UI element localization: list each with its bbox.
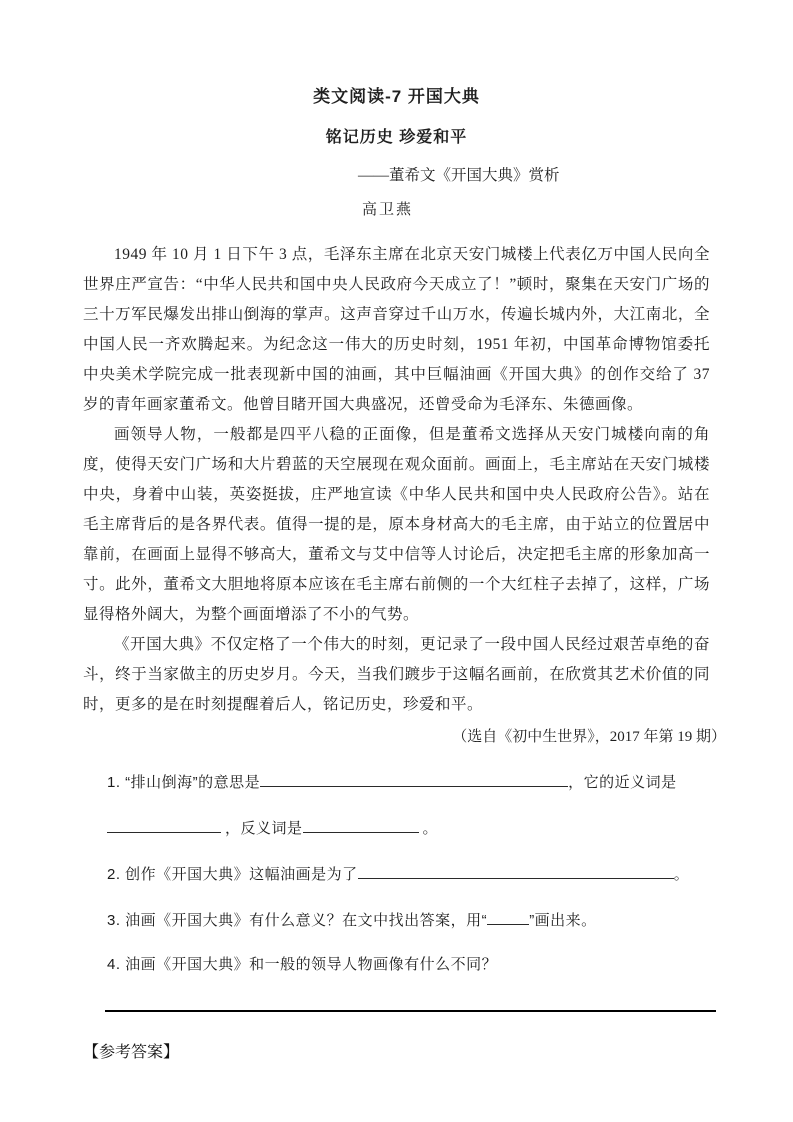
question-2-text-end: 。 — [673, 866, 690, 883]
questions-section — [83, 772, 710, 974]
question-4-text: 4. 油画《开国大典》和一般的领导人物画像有什么不同？ — [107, 956, 498, 973]
question-4 — [107, 956, 710, 974]
answer-blank-synonym — [107, 818, 221, 833]
question-1-line-1 — [107, 772, 710, 792]
underline-mark-sample — [487, 910, 529, 925]
page-title: 类文阅读-7 开国大典 — [313, 87, 480, 106]
question-1-text-start: 1. “排山倒海”的意思是 — [107, 774, 261, 791]
question-3-text-start: 3. 油画《开国大典》有什么意义？在文中找出答案，用“ — [107, 912, 488, 929]
reference-answers-heading: 【参考答案】 — [83, 1044, 180, 1061]
question-2 — [107, 864, 710, 884]
article-paragraph-2: 画领导人物，一般都是四平八稳的正面像，但是董希文选择从天安门城楼向南的角度，使得天安门广场和大片碧蓝的天空展现在观众面前。画面上，毛主席站在天安门城楼中央，身着中山装，英姿挺拔，庄严地宣读《中华人民共和国中央人民政府公告》。站在毛主席背后的是各界代表。值得一提的是，原本身材高大的毛主席，由于站立的位置居中靠前，在画面上显得不够高大，董希文与艾中信等人讨论后，决定把毛主席的形象加高一寸。此外，董希文大胆地将原本应该在毛主席右前侧的一个大红柱子去掉了，这样，广场显得格外阔大，为整个画面增添了不小的气势。 — [83, 426, 710, 623]
question-2-text-start: 2. 创作《开国大典》这幅油画是为了 — [107, 866, 358, 883]
question-1-text-end: 。 — [422, 820, 439, 837]
article-title: 铭记历史 珍爱和平 — [325, 129, 468, 146]
section-divider-rule — [105, 1010, 716, 1012]
question-1-text-mid: ，它的近义词是 — [568, 774, 677, 791]
article-attribution: ——董希文《开国大典》赏析 — [358, 167, 560, 184]
answer-blank-purpose — [358, 864, 674, 879]
article-paragraph-3: 《开国大典》不仅定格了一个伟大的时刻，更记录了一段中国人民经过艰苦卓绝的奋斗，终于当家做主的历史岁月。今天，当我们踱步于这幅名画前，在欣赏其艺术价值的同时，更多的是在时刻提醒着后人，铭记历史，珍爱和平。 — [83, 636, 710, 713]
article-paragraph-1: 1949 年 10 月 1 日下午 3 点，毛泽东主席在北京天安门城楼上代表亿万中国人民向全世界庄严宣告：“中华人民共和国中央人民政府今天成立了！”顿时，聚集在天安门广场的三十万军民爆发出排山倒海的掌声。这声音穿过千山万水，传遍长城内外，大江南北，全中国人民一齐欢腾起来。为纪念这一伟大的历史时刻，1951 年初，中国革命博物馆委托中央美术学院完成一批表现新中国的油画，其中巨幅油画《开国大典》的创作交给了 37 岁的青年画家董希文。他曾目睹开国大典盛况，还曾受命为毛泽东、朱德画像。 — [83, 246, 710, 413]
answer-blank-antonym — [303, 818, 419, 833]
article-author: 高卫燕 — [362, 202, 414, 218]
question-1-line-2 — [107, 818, 710, 838]
answer-blank-meaning — [260, 772, 568, 787]
question-1-text-antonym-label: ，反义词是 — [225, 820, 303, 837]
article-body — [83, 240, 710, 720]
question-3 — [107, 910, 710, 930]
article-source-citation: （选自《初中生世界》，2017 年第 19 期） — [452, 729, 726, 745]
question-3-text-end: ”画出来。 — [529, 912, 597, 929]
